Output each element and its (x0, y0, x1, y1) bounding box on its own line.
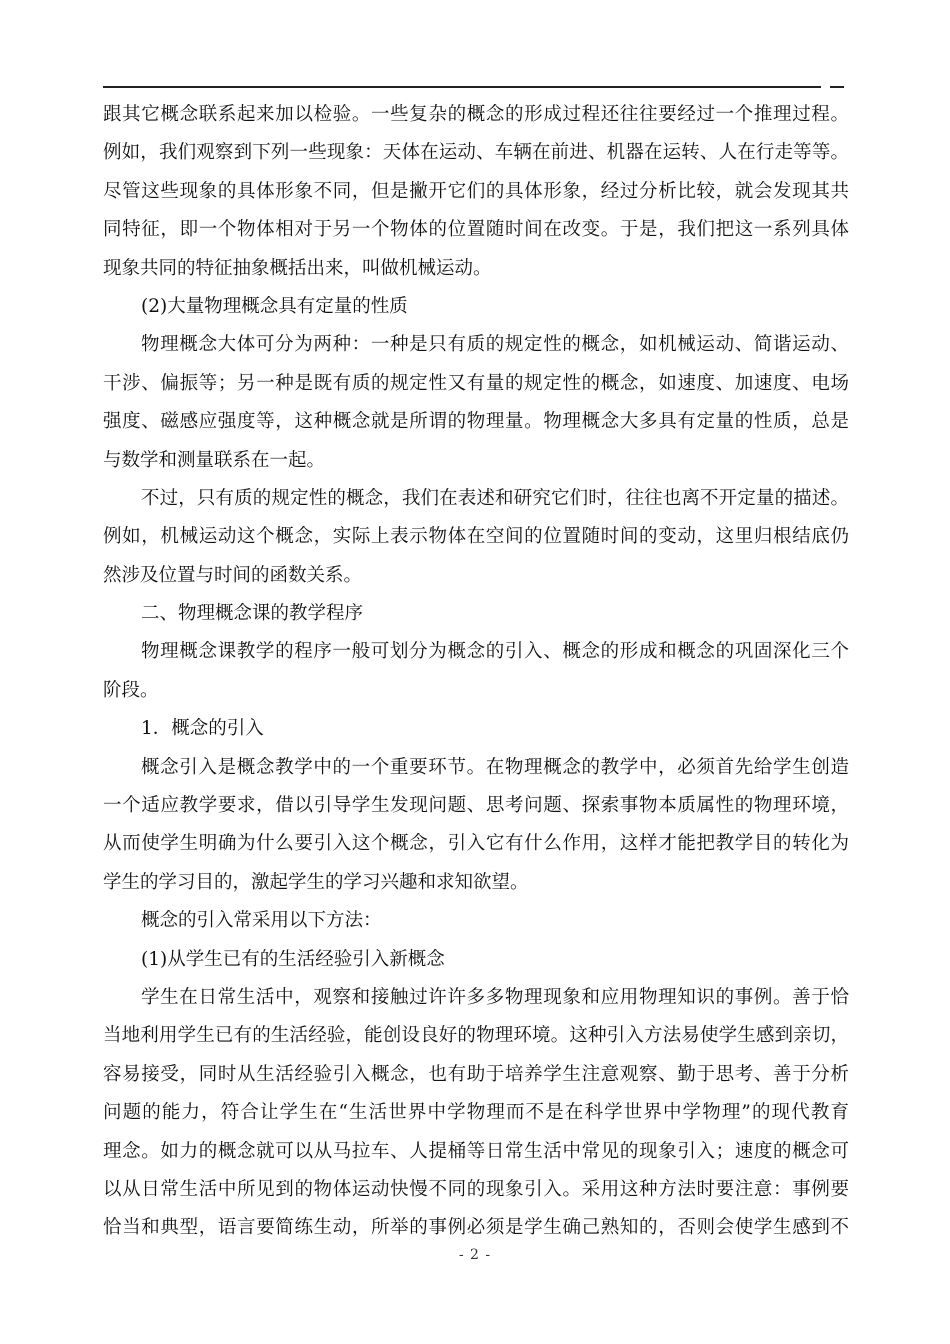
paragraph-line: 以从日常生活中所见到的物体运动快慢不同的现象引入。采用这种方法时要注意：事例要 (103, 1178, 849, 1200)
document-body (103, 96, 849, 1248)
header-rule (103, 86, 821, 88)
paragraph-line: 与数学和测量联系在一起。 (103, 449, 326, 471)
paragraph-line: 同特征，即一个物体相对于另一个物体的位置随时间在改变。于是，我们把这一系列具体 (103, 219, 849, 241)
section-heading: (1)从学生已有的生活经验引入新概念 (141, 948, 445, 970)
paragraph-line: 例如，我们观察到下列一些现象：天体在运动、车辆在前进、机器在运转、人在行走等等。 (103, 142, 849, 164)
paragraph-line: 阶段。 (103, 679, 159, 701)
paragraph-line: 概念引入是概念教学中的一个重要环节。在物理概念的教学中，必须首先给学生创造 (141, 756, 849, 778)
paragraph-line: 当地利用学生已有的生活经验，能创设良好的物理环境。这种引入方法易使学生感到亲切， (103, 1025, 849, 1047)
paragraph-line: 一个适应教学要求，借以引导学生发现问题、思考问题、探索事物本质属性的物理环境， (103, 795, 849, 817)
paragraph-line: 物理概念课教学的程序一般可划分为概念的引入、概念的形成和概念的巩固深化三个 (141, 641, 849, 663)
section-heading: (2)大量物理概念具有定量的性质 (141, 295, 408, 317)
paragraph-line: 从而使学生明确为什么要引入这个概念，引入它有什么作用，这样才能把教学目的转化为 (103, 833, 849, 855)
paragraph-line: 物理概念大体可分为两种：一种是只有质的规定性的概念，如机械运动、简谐运动、 (141, 334, 849, 356)
section-heading: 二、物理概念课的教学程序 (141, 603, 364, 625)
paragraph-line: 不过，只有质的规定性的概念，我们在表述和研究它们时，往往也离不开定量的描述。 (141, 487, 849, 509)
paragraph-line: 容易接受，同时从生活经验引入概念，也有助于培养学生注意观察、勤于思考、善于分析 (103, 1063, 849, 1085)
paragraph-line: 跟其它概念联系起来加以检验。一些复杂的概念的形成过程还往往要经过一个推理过程。 (103, 104, 849, 125)
paragraph-line: 学生的学习目的，激起学生的学习兴趣和求知欲望。 (103, 871, 529, 893)
paragraph-line: 概念的引入常采用以下方法： (141, 910, 382, 932)
paragraph-line: 尽管这些现象的具体形象不同，但是撇开它们的具体形象，经过分析比较，就会发现其共 (103, 180, 849, 202)
paragraph-line: 学生在日常生活中，观察和接触过许许多多物理现象和应用物理知识的事例。善于恰 (141, 986, 849, 1008)
paragraph-line: 然涉及位置与时间的函数关系。 (103, 564, 363, 586)
paragraph-line: 问题的能力，符合让学生在“生活世界中学物理而不是在科学世界中学物理”的现代教育 (103, 1102, 849, 1124)
paragraph-line: 恰当和典型，语言要简练生动，所举的事例必须是学生确己熟知的，否则会使学生感到不 (103, 1217, 849, 1239)
page-number: - 2 - (458, 1247, 492, 1263)
paragraph-line: 现象共同的特征抽象概括出来，叫做机械运动。 (103, 257, 492, 279)
header-dash (830, 86, 844, 88)
paragraph-line: 强度、磁感应强度等，这种概念就是所谓的物理量。物理概念大多具有定量的性质，总是 (103, 411, 849, 433)
paragraph-line: 例如，机械运动这个概念，实际上表示物体在空间的位置随时间的变动，这里归根结底仍 (103, 526, 849, 548)
paragraph-line: 干涉、偏振等；另一种是既有质的规定性又有量的规定性的概念，如速度、加速度、电场 (103, 372, 849, 394)
paragraph-line: 理念。如力的概念就可以从马拉车、人提桶等日常生活中常见的现象引入；速度的概念可 (103, 1140, 849, 1162)
section-heading: 1．概念的引入 (141, 718, 264, 740)
